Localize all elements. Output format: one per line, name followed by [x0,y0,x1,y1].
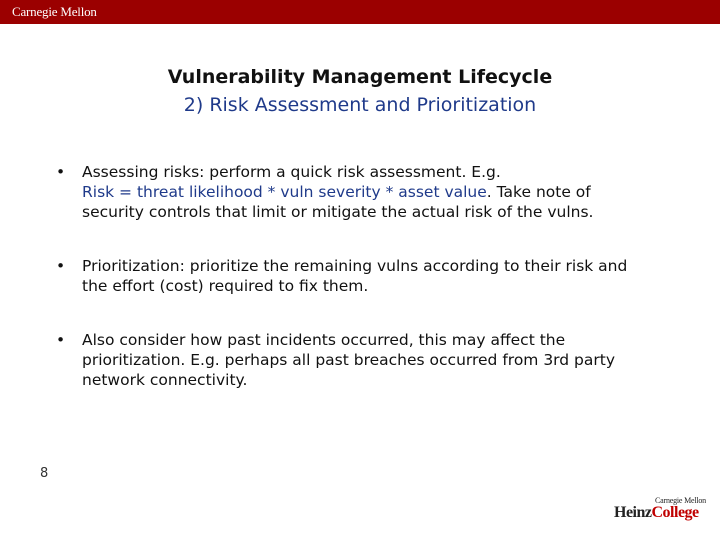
bullet-item-risk-assessment [56,162,656,222]
heinz-college-logo [608,496,712,522]
slide-title [0,64,720,120]
carnegie-mellon-wordmark: Carnegie Mellon [12,4,97,19]
bullet-dot-icon: • [56,163,66,181]
logo-heinz-text: Heinz [614,504,652,521]
risk-formula: Risk = threat likelihood * vuln severity * asset value [82,183,487,201]
top-bar [0,0,720,24]
title-subtitle: 2) Risk Assessment and Prioritization [183,94,537,116]
slide-number: 8 [40,466,49,481]
title-main: Vulnerability Management Lifecycle [167,66,553,88]
bullet-dot-icon: • [56,331,66,349]
bullet-text-continued: . Take note of security controls that limit or mitigate the actual risk of the vulns. [82,183,594,221]
bullet-item-prioritization [56,256,656,296]
bullet-dot-icon: • [56,257,66,275]
logo-carnegie-mellon-text: Carnegie Mellon [655,496,706,505]
logo-college-text: College [651,504,699,521]
bullet-text: Also consider how past incidents occurred, this may affect the prioritization. E.g. perhaps all past breaches occurred from 3rd party network connectivity. [82,331,616,389]
bullet-text: Assessing risks: perform a quick risk assessment. E.g. [82,163,501,181]
bullet-text: Prioritization: prioritize the remaining vulns according to their risk and the effort (cost) required to fix them. [82,257,628,295]
bullet-list [56,162,656,390]
bullet-item-past-incidents [56,330,656,390]
